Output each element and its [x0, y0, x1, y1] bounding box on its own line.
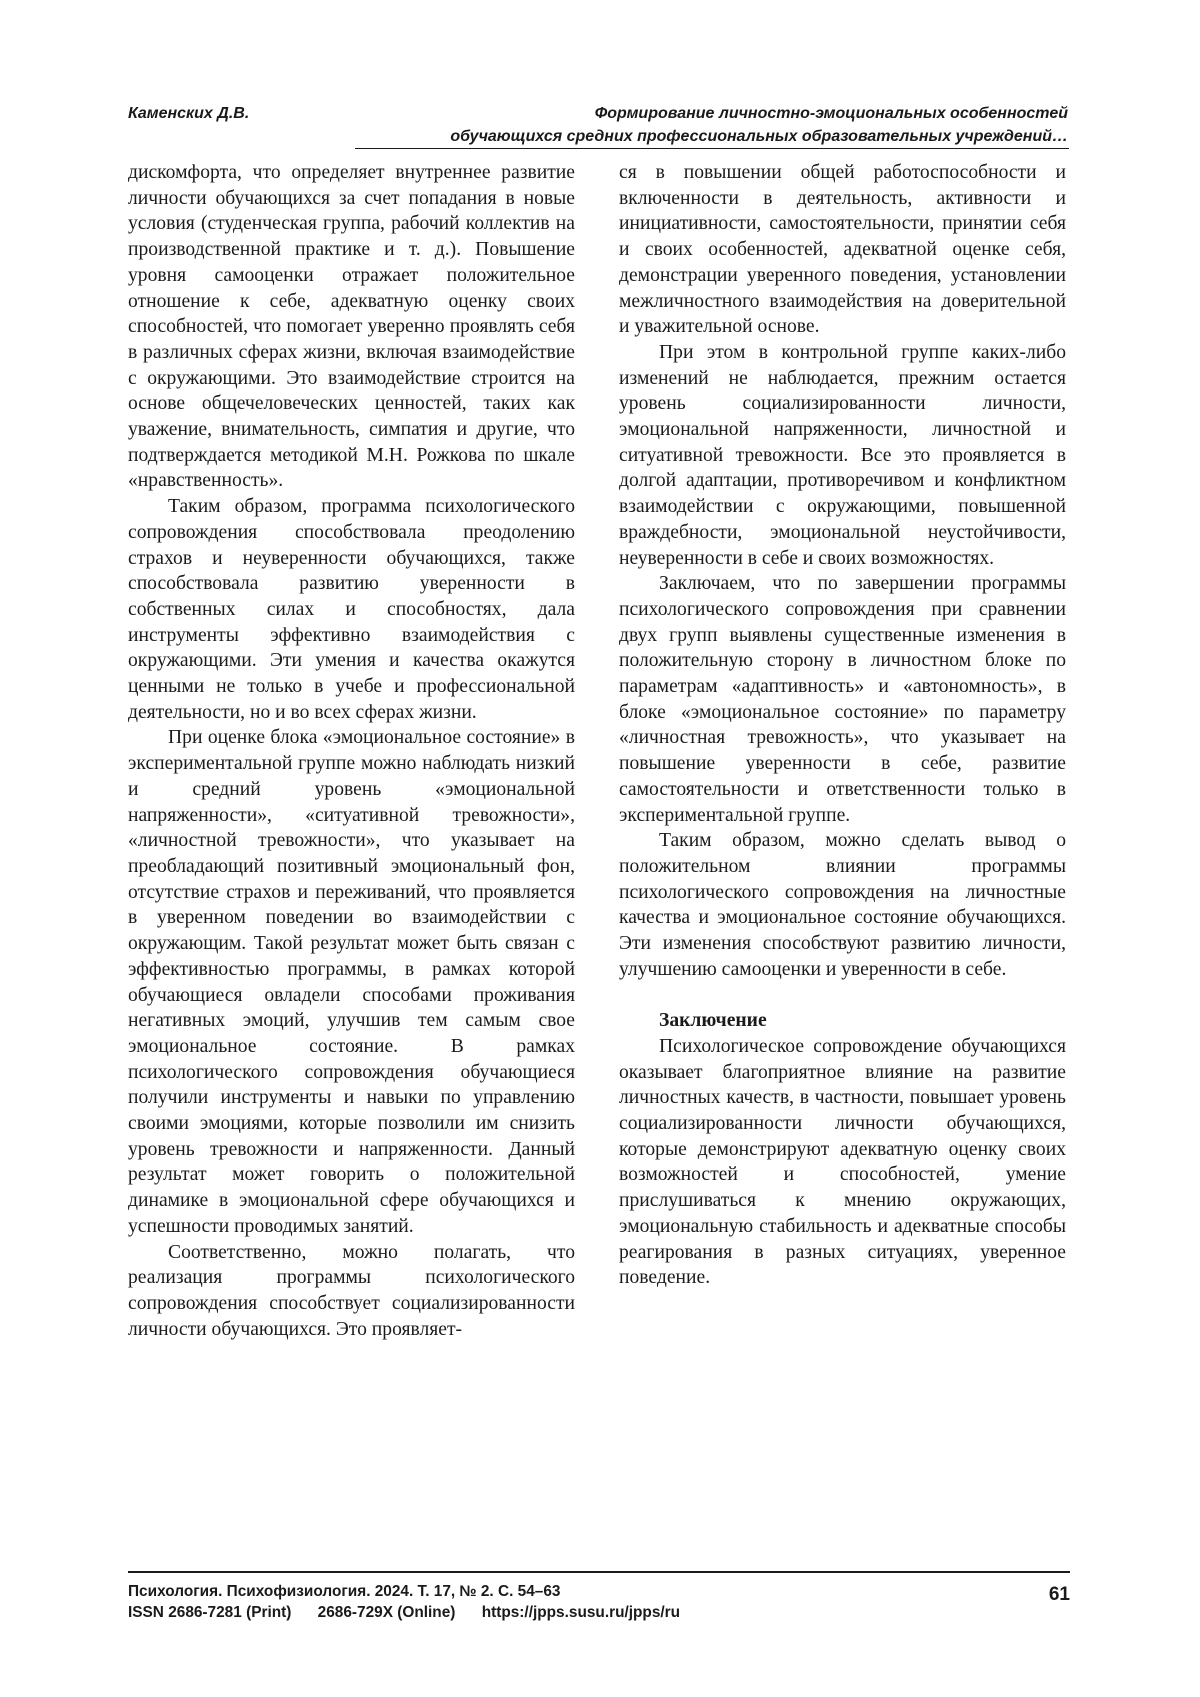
footer-journal-citation: Психология. Психофизиология. 2024. Т. 17, № 2. С. 54–63	[128, 1583, 561, 1600]
conclusion-heading: Заключение	[659, 1010, 767, 1032]
footer-issn-line	[128, 1602, 702, 1623]
header-rule	[355, 148, 1069, 149]
header-article-title-line2: обучающихся средних профессиональных образовательных учреждений…	[450, 128, 1068, 145]
footer-rule	[128, 1571, 1070, 1573]
left-paragraph-4: Соответственно, можно полагать, что реализация программы психологического сопровождения способствует социализированности личности обучающихся. Это проявляет-	[128, 1241, 575, 1340]
right-column	[619, 160, 1066, 1291]
left-paragraph-3: При оценке блока «эмоциональное состояние» в экспериментальной группе можно наблюдать низкий и средний уровень «эмоциональной напряженности», «ситуативной тревожности», «личностной тревожности», что указывает на преобладающий позитивный эмоциональный фон, отсутствие страхов и переживаний, что проявляется в уверенном поведении во взаимодействии с окружающим. Такой результат может быть связан с эффективностью программы, в рамках которой обучающиеся овладели способами проживания негативных эмоций, улучшив тем самым свое эмоциональное состояние. В рамках психологического сопровождения обучающиеся получили инструменты и навыки по управлению своими эмоциями, которые позволили им снизить уровень тревожности и напряженности. Данный результат может говорить о положительной динамике в эмоциональной сфере обучающихся и успешности проводимых занятий.	[128, 727, 575, 1237]
left-paragraph-1: дискомфорта, что определяет внутреннее развитие личности обучающихся за счет попадания в новые условия (студенческая группа, рабочий коллектив на производственной практике и т. д.). Повышение уровня самооценки отражает положительное отношение к себе, адекватную оценку своих способностей, что помогает уверенно проявлять себя в различных сферах жизни, включая взаимодействие с окружающими. Это взаимодействие строится на основе общечеловеческих ценностей, таких как уважение, внимательность, симпатия и другие, что подтверждается методикой М.Н. Рожкова по шкале «нравственность».	[128, 162, 575, 492]
header-author: Каменских Д.В.	[128, 105, 250, 122]
spacer	[619, 983, 1066, 1009]
right-paragraph-2: При этом в контрольной группе каких-либо изменений не наблюдается, прежним остается уровень социализированности личности, эмоциональной напряженности, личностной и ситуативной тревожности. Все это проявляется в долгой адаптации, противоречивом и конфликтном взаимодействии с окружающими, повышенной враждебности, эмоциональной неустойчивости, неуверенности в себе и своих возможностях.	[619, 341, 1066, 569]
footer-url: https://jpps.susu.ru/jpps/ru	[481, 1604, 681, 1621]
right-paragraph-1: ся в повышении общей работоспособности и включенности в деятельность, активности и инициативности, самостоятельности, принятии себя и своих особенностей, адекватной оценке себя, демонстрации уверенного поведения, установлении межличностного взаимодействия на доверительной и уважительной основе.	[619, 162, 1066, 338]
right-paragraph-4: Таким образом, можно сделать вывод о положительном влиянии программы психологического сопровождения на личностные качества и эмоциональное состояние обучающихся. Эти изменения способствуют развитию личности, улучшению самооценки и уверенности в себе.	[619, 830, 1066, 980]
footer-issn-online: 2686-729X (Online)	[317, 1604, 456, 1621]
right-paragraph-3: Заключаем, что по завершении программы психологического сопровождения при сравнении двух групп выявлены существенные изменения в положительную сторону в личностном блоке по параметрам «адаптивность» и «автономность», в блоке «эмоциональное состояние» по параметру «личностная тревожность», что указывает на повышение уверенности в себе, развитие самостоятельности и ответственности только в экспериментальной группе.	[619, 573, 1066, 826]
left-column	[128, 160, 575, 1342]
left-paragraph-2: Таким образом, программа психологического сопровождения способствовала преодолению страхов и неуверенности обучающихся, также способствовала развитию уверенности в собственных силах и способностях, дала инструменты эффективно взаимодействия с окружающими. Эти умения и качества окажутся ценными не только в учебе и профессиональной деятельности, но и во всех сферах жизни.	[128, 496, 575, 723]
header-article-title-line1: Формирование личностно-эмоциональных особенностей	[594, 105, 1068, 122]
conclusion-paragraph: Психологическое сопровождение обучающихся оказывает благоприятное влияние на развитие личностных качеств, в частности, повышает уровень социализированности личности обучающихся, которые демонстрируют адекватную оценку своих возможностей и способностей, умение прислушиваться к мнению окружающих, эмоциональную стабильность и адекватные способы реагирования в разных ситуациях, уверенное поведение.	[619, 1035, 1066, 1289]
page-number: 61	[1048, 1584, 1070, 1605]
footer-issn-print: ISSN 2686-7281 (Print)	[128, 1604, 292, 1621]
